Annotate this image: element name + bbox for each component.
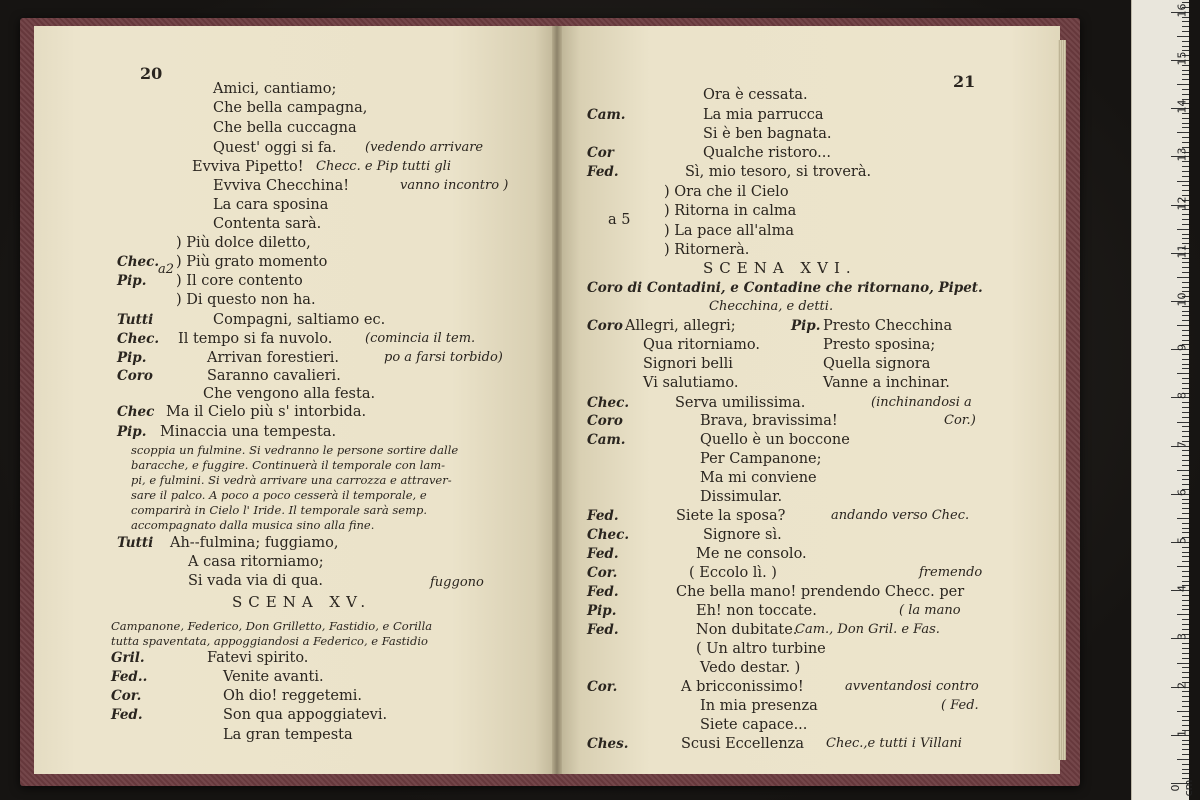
ruler-tick bbox=[1182, 576, 1189, 577]
speaker-label: Pip. bbox=[587, 603, 617, 619]
ruler-tick bbox=[1182, 171, 1189, 172]
verse-line: La mia parrucca bbox=[703, 107, 824, 123]
measuring-ruler bbox=[1131, 0, 1195, 800]
verse-line: Serva umilissima. bbox=[675, 395, 806, 411]
verse-line: Che bella cuccagna bbox=[213, 120, 357, 136]
ruler-tick bbox=[1182, 773, 1189, 774]
stage-direction: andando verso Chec. bbox=[831, 508, 970, 523]
speaker-label: Gril. bbox=[111, 650, 145, 666]
ruler-tick bbox=[1182, 605, 1189, 606]
verse-line: Il tempo si fa nuvolo. bbox=[178, 331, 333, 347]
verse-line: Vanne a inchinar. bbox=[823, 375, 950, 391]
stage-direction: comparirà in Cielo l' Iride. Il temporale sarà semp. bbox=[131, 503, 428, 517]
ruler-label: 9 bbox=[1175, 344, 1189, 352]
stage-direction: fremendo bbox=[919, 565, 983, 580]
speaker-label: Pip. bbox=[117, 273, 147, 289]
verse-line: Amici, cantiamo; bbox=[213, 81, 337, 97]
stage-direction: po a farsi torbido) bbox=[384, 350, 503, 365]
verse-line: Saranno cavalieri. bbox=[207, 368, 341, 384]
ruler-tick bbox=[1182, 508, 1189, 509]
ruler-tick bbox=[1182, 383, 1189, 384]
ruler-tick bbox=[1177, 566, 1189, 567]
speaker-label: Coro bbox=[587, 318, 623, 334]
verse-line: Vedo destar. ) bbox=[700, 660, 801, 676]
ruler-tick bbox=[1182, 764, 1189, 765]
stage-direction: Checc. e Pip tutti gli bbox=[316, 159, 451, 174]
verse-line: La cara sposina bbox=[213, 197, 329, 213]
speaker-label: Chec. bbox=[117, 331, 160, 347]
stage-direction: pi, e fulmini. Si vedrà arrivare una carrozza e attraver- bbox=[131, 473, 452, 487]
ruler-tick bbox=[1182, 330, 1189, 331]
ruler-tick bbox=[1182, 667, 1189, 668]
stage-direction: a2 bbox=[158, 262, 175, 277]
ruler-tick bbox=[1182, 118, 1189, 119]
verse-line: Quella signora bbox=[823, 356, 931, 372]
verse-line: ) Più dolce diletto, bbox=[176, 235, 311, 251]
ruler-label: 3 bbox=[1175, 633, 1189, 641]
ruler-tick bbox=[1182, 282, 1189, 283]
verse-line: Evviva Pipetto! bbox=[192, 159, 304, 175]
speaker-label: Cor bbox=[587, 145, 614, 161]
ruler-tick bbox=[1182, 571, 1189, 572]
ruler-tick bbox=[1182, 624, 1189, 625]
ruler-tick bbox=[1182, 219, 1189, 220]
ruler-tick bbox=[1182, 127, 1189, 128]
verse-line: ) Più grato momento bbox=[176, 254, 328, 270]
ruler-tick bbox=[1182, 378, 1189, 379]
verse-line: ) Ritornerà. bbox=[664, 242, 750, 258]
stage-direction: avventandosi contro bbox=[845, 679, 979, 694]
ruler-tick bbox=[1182, 238, 1189, 239]
ruler-tick bbox=[1182, 137, 1189, 138]
book-gutter bbox=[552, 26, 562, 774]
ruler-tick bbox=[1182, 224, 1189, 225]
speaker-label: Pip. bbox=[117, 424, 147, 440]
ruler-tick bbox=[1177, 759, 1189, 760]
ruler-tick bbox=[1182, 556, 1189, 557]
ruler-tick bbox=[1182, 31, 1189, 32]
ruler-tick bbox=[1182, 523, 1189, 524]
speaker-label: Chec. bbox=[587, 395, 630, 411]
ruler-tick bbox=[1182, 431, 1189, 432]
verse-line: ( Un altro turbine bbox=[696, 641, 826, 657]
verse-line: Presto Checchina bbox=[823, 318, 953, 334]
speaker-label: Fed. bbox=[111, 707, 143, 723]
verse-line: Ora è cessata. bbox=[703, 87, 808, 103]
verse-line: Allegri, allegri; bbox=[625, 318, 736, 334]
ruler-tick bbox=[1182, 70, 1189, 71]
ruler-tick bbox=[1182, 701, 1189, 702]
ruler-tick bbox=[1182, 426, 1189, 427]
speaker-label: Cam. bbox=[587, 107, 626, 123]
ruler-tick bbox=[1182, 706, 1189, 707]
verse-line: Contenta sarà. bbox=[213, 216, 322, 232]
verse-line: La gran tempesta bbox=[223, 727, 353, 743]
speaker-label: Coro di Contadini, e Contadine che ritornano, Pipet. bbox=[587, 280, 983, 296]
ruler-tick bbox=[1177, 132, 1189, 133]
ruler-tick bbox=[1182, 658, 1189, 659]
ruler-label: 11 bbox=[1175, 244, 1189, 259]
stage-direction: Campanone, Federico, Don Grilletto, Fastidio, e Corilla bbox=[111, 619, 433, 633]
speaker-label: Cor. bbox=[111, 688, 142, 704]
ruler-tick bbox=[1177, 711, 1189, 712]
ruler-tick bbox=[1182, 561, 1189, 562]
ruler-tick bbox=[1182, 74, 1189, 75]
ruler-tick bbox=[1182, 368, 1189, 369]
ruler-tick bbox=[1182, 311, 1189, 312]
verse-line: Siete la sposa? bbox=[676, 508, 786, 524]
stage-direction: Cam., Don Gril. e Fas. bbox=[795, 622, 940, 637]
ruler-tick bbox=[1182, 359, 1189, 360]
ruler-tick bbox=[1182, 552, 1189, 553]
ruler-tick bbox=[1182, 287, 1189, 288]
speaker-label: Pip. bbox=[117, 350, 147, 366]
ruler-label: 2 bbox=[1175, 681, 1189, 689]
speaker-label: Cor. bbox=[587, 565, 618, 581]
ruler-tick bbox=[1182, 460, 1189, 461]
stage-direction: vanno incontro ) bbox=[400, 178, 509, 193]
ruler-tick bbox=[1182, 769, 1189, 770]
verse-line: Vi salutiamo. bbox=[643, 375, 739, 391]
ruler-label: 0 cm bbox=[1169, 779, 1195, 797]
verse-line: Dissimular. bbox=[700, 489, 783, 505]
ruler-tick bbox=[1182, 262, 1189, 263]
ruler-tick bbox=[1182, 335, 1189, 336]
speaker-label: Fed. bbox=[587, 622, 619, 638]
speaker-label: Coro bbox=[587, 413, 623, 429]
speaker-label: Cam. bbox=[587, 432, 626, 448]
ruler-tick bbox=[1182, 648, 1189, 649]
stage-direction: fuggono bbox=[430, 575, 484, 590]
verse-line: Evviva Checchina! bbox=[213, 178, 350, 194]
speaker-label: Chec bbox=[117, 404, 155, 420]
ruler-tick bbox=[1182, 214, 1189, 215]
ruler-tick bbox=[1182, 315, 1189, 316]
ruler-tick bbox=[1177, 422, 1189, 423]
ruler-tick bbox=[1182, 417, 1189, 418]
ruler-label: 10 bbox=[1175, 292, 1189, 307]
verse-line: Compagni, saltiamo ec. bbox=[213, 312, 386, 328]
verse-line: ) Di questo non ha. bbox=[176, 292, 316, 308]
speaker-label: Fed. bbox=[587, 584, 619, 600]
stage-direction: ( Fed. bbox=[941, 698, 979, 713]
ruler-tick bbox=[1182, 407, 1189, 408]
ruler-tick bbox=[1182, 720, 1189, 721]
ruler-tick bbox=[1182, 234, 1189, 235]
ruler-tick bbox=[1182, 503, 1189, 504]
stage-direction: sare il palco. A poco a poco cesserà il temporale, e bbox=[131, 488, 427, 502]
ruler-tick bbox=[1177, 229, 1189, 230]
ruler-tick bbox=[1177, 84, 1189, 85]
stage-direction: (inchinandosi a bbox=[871, 395, 972, 410]
ruler-tick bbox=[1182, 465, 1189, 466]
stage-direction: baracche, e fuggire. Continuerà il temporale con lam- bbox=[131, 458, 446, 472]
ruler-label: 15 bbox=[1175, 51, 1189, 66]
verse-line: Fatevi spirito. bbox=[207, 650, 309, 666]
verse-line: ( Eccolo lì. ) bbox=[689, 565, 777, 581]
ruler-tick bbox=[1182, 21, 1189, 22]
ruler-tick bbox=[1182, 176, 1189, 177]
ruler-tick bbox=[1182, 166, 1189, 167]
verse-line: Ma il Cielo più s' intorbida. bbox=[166, 404, 367, 420]
verse-line: Signore sì. bbox=[703, 527, 782, 543]
ruler-tick bbox=[1182, 267, 1189, 268]
ruler-label: 6 bbox=[1175, 488, 1189, 496]
stage-direction: Chec.,e tutti i Villani bbox=[826, 736, 962, 751]
verse-line: Che bella mano! prendendo Checc. per bbox=[676, 584, 965, 600]
verse-line: Sì, mio tesoro, si troverà. bbox=[685, 164, 872, 180]
ruler-tick bbox=[1177, 663, 1189, 664]
ruler-tick bbox=[1182, 142, 1189, 143]
verse-line: A bricconissimo! bbox=[681, 679, 804, 695]
verse-line: Si è ben bagnata. bbox=[703, 126, 832, 142]
verse-line: Qualche ristoro... bbox=[703, 145, 831, 161]
verse-line: Siete capace... bbox=[700, 717, 808, 733]
ruler-tick bbox=[1182, 528, 1189, 529]
ruler-label: 1 bbox=[1175, 729, 1189, 737]
stage-direction: Cor.) bbox=[944, 413, 976, 428]
speaker-label: Pip. bbox=[791, 318, 821, 334]
ruler-label: 14 bbox=[1175, 99, 1189, 114]
verse-line: ) Ritorna in calma bbox=[664, 203, 797, 219]
verse-line: A casa ritorniamo; bbox=[188, 554, 324, 570]
verse-line: Che bella campagna, bbox=[213, 100, 368, 116]
verse-line: Scusi Eccellenza bbox=[681, 736, 804, 752]
ruler-tick bbox=[1182, 190, 1189, 191]
verse-line: Brava, bravissima! bbox=[700, 413, 838, 429]
verse-line: Son qua appoggiatevi. bbox=[223, 707, 388, 723]
ruler-tick bbox=[1182, 696, 1189, 697]
speaker-label: Cor. bbox=[587, 679, 618, 695]
scene-heading: SCENA XVI. bbox=[703, 259, 857, 277]
ruler-tick bbox=[1182, 672, 1189, 673]
ruler-tick bbox=[1182, 272, 1189, 273]
ruler-tick bbox=[1177, 181, 1189, 182]
verse-line: Me ne consolo. bbox=[696, 546, 807, 562]
stage-direction: accompagnato dalla musica sino alla fine. bbox=[131, 518, 375, 532]
stage-direction: (vedendo arrivare bbox=[365, 140, 484, 155]
ruler-tick bbox=[1177, 470, 1189, 471]
speaker-label: Fed. bbox=[587, 546, 619, 562]
verse-line: Si vada via di qua. bbox=[188, 573, 324, 589]
ruler-tick bbox=[1182, 513, 1189, 514]
ruler-tick bbox=[1182, 79, 1189, 80]
page-edges bbox=[1058, 40, 1066, 760]
verse-line: Quest' oggi si fa. bbox=[213, 140, 337, 156]
ruler-tick bbox=[1182, 89, 1189, 90]
verse-line: Non dubitate. bbox=[696, 622, 798, 638]
stage-direction: (comincia il tem. bbox=[365, 331, 476, 346]
verse-line: Minaccia una tempesta. bbox=[160, 424, 337, 440]
ruler-tick bbox=[1182, 185, 1189, 186]
ruler-tick bbox=[1182, 609, 1189, 610]
verse-line: Quello è un boccone bbox=[700, 432, 850, 448]
ruler-tick bbox=[1182, 123, 1189, 124]
ruler-label: 8 bbox=[1175, 392, 1189, 400]
verse-line: ) Il core contento bbox=[176, 273, 303, 289]
ruler-tick bbox=[1177, 325, 1189, 326]
verse-line: Per Campanone; bbox=[700, 451, 822, 467]
verse-line: Qua ritorniamo. bbox=[643, 337, 760, 353]
ruler-tick bbox=[1182, 475, 1189, 476]
verse-line: Presto sposina; bbox=[823, 337, 936, 353]
ruler-label: 5 bbox=[1175, 537, 1189, 544]
ruler-tick bbox=[1182, 479, 1189, 480]
verse-line: a 5 bbox=[608, 212, 631, 228]
speaker-label: Chec. bbox=[587, 527, 630, 543]
speaker-label: Fed. bbox=[587, 508, 619, 524]
speaker-label: Coro bbox=[117, 368, 153, 384]
ruler-tick bbox=[1182, 364, 1189, 365]
ruler-label: 7 bbox=[1175, 440, 1189, 448]
ruler-tick bbox=[1182, 744, 1189, 745]
verse-line: Oh dio! reggetemi. bbox=[223, 688, 362, 704]
verse-line: Eh! non toccate. bbox=[696, 603, 817, 619]
speaker-label: Tutti bbox=[117, 535, 154, 551]
stage-direction: scoppia un fulmine. Si vedranno le persone sortire dalle bbox=[131, 443, 459, 457]
ruler-label: 12 bbox=[1175, 196, 1189, 211]
ruler-tick bbox=[1177, 614, 1189, 615]
ruler-tick bbox=[1182, 749, 1189, 750]
speaker-label: Fed.. bbox=[111, 669, 148, 685]
speaker-label: Ches. bbox=[587, 736, 629, 752]
verse-line: ) La pace all'alma bbox=[664, 223, 794, 239]
verse-line: Signori belli bbox=[643, 356, 733, 372]
speaker-label: Fed. bbox=[587, 164, 619, 180]
ruler-tick bbox=[1182, 619, 1189, 620]
ruler-tick bbox=[1182, 46, 1189, 47]
verse-line: Ma mi conviene bbox=[700, 470, 817, 486]
ruler-tick bbox=[1182, 320, 1189, 321]
verse-line: Venite avanti. bbox=[223, 669, 324, 685]
ruler-tick bbox=[1182, 754, 1189, 755]
ruler-tick bbox=[1182, 600, 1189, 601]
stage-direction: tutta spaventata, appoggiandosi a Federico, e Fastidio bbox=[111, 634, 428, 648]
verse-line: Ah--fulmina; fuggiamo, bbox=[170, 535, 339, 551]
stage-direction: ( la mano bbox=[899, 603, 961, 618]
ruler-label: 4 bbox=[1175, 585, 1189, 593]
verse-line: In mia presenza bbox=[700, 698, 818, 714]
ruler-tick bbox=[1182, 94, 1189, 95]
ruler-tick bbox=[1177, 373, 1189, 374]
scene-heading: SCENA XV. bbox=[232, 593, 372, 611]
verse-line: Che vengono alla festa. bbox=[203, 386, 376, 402]
speaker-label: Chec. bbox=[117, 254, 160, 270]
verse-line: ) Ora che il Cielo bbox=[664, 184, 789, 200]
page-number-left: 20 bbox=[140, 64, 163, 83]
ruler-tick bbox=[1182, 412, 1189, 413]
stage-direction: Checchina, e detti. bbox=[709, 299, 834, 314]
verse-line: Arrivan forestieri. bbox=[207, 350, 340, 366]
speaker-label: Tutti bbox=[117, 312, 154, 328]
ruler-label: 13 bbox=[1175, 147, 1189, 162]
ruler-tick bbox=[1177, 518, 1189, 519]
page-number-right: 21 bbox=[953, 72, 976, 91]
ruler-tick bbox=[1182, 41, 1189, 42]
ruler-label: 16 bbox=[1175, 3, 1189, 18]
ruler-tick bbox=[1182, 455, 1189, 456]
ruler-tick bbox=[1182, 716, 1189, 717]
ruler-tick bbox=[1182, 26, 1189, 27]
ruler-tick bbox=[1182, 653, 1189, 654]
ruler-tick bbox=[1177, 36, 1189, 37]
ruler-tick bbox=[1177, 277, 1189, 278]
